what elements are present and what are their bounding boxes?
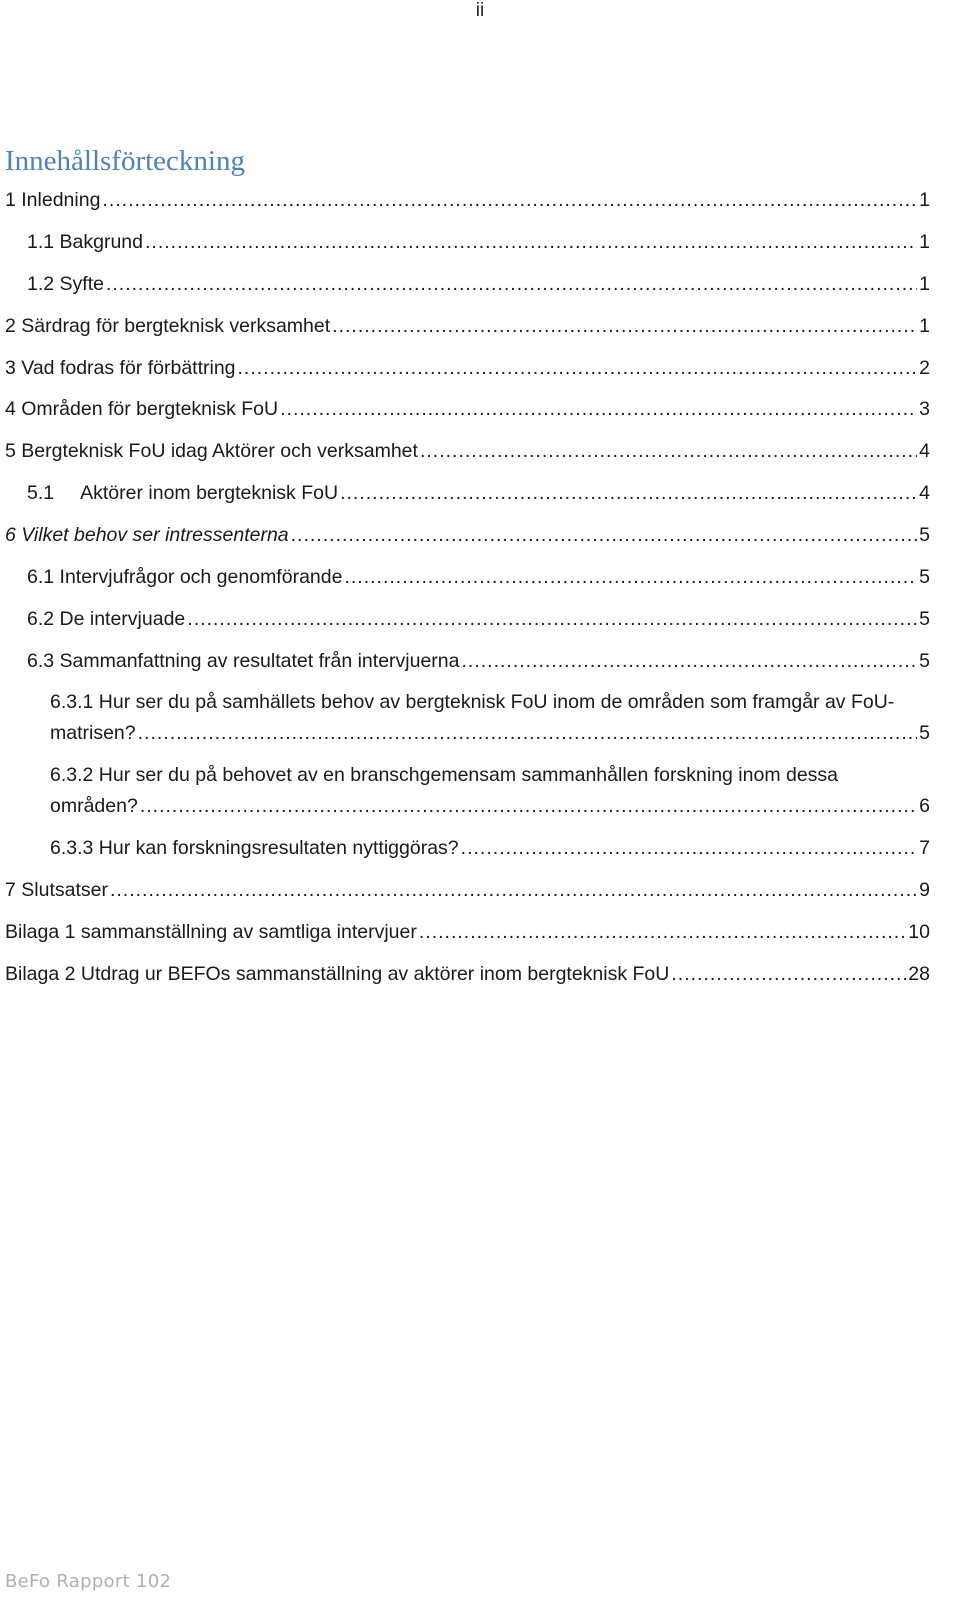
toc-entry-4[interactable] [5, 397, 930, 421]
toc-entry-page: 1 [919, 315, 930, 337]
dot-leader [145, 230, 917, 254]
toc-entry-page: 28 [908, 963, 930, 985]
dot-leader [238, 356, 918, 380]
toc-entry-6-1[interactable] [27, 565, 930, 589]
footer-report-label: BeFo Rapport 102 [5, 1571, 172, 1592]
dot-leader [340, 481, 917, 505]
toc-entry-page: 5 [919, 722, 930, 744]
toc-entry-text: 3 Vad fodras för förbättring [5, 357, 236, 379]
toc-entry-text: Bilaga 1 sammanställning av samtliga intervjuer [5, 921, 417, 943]
dot-leader [138, 721, 918, 745]
toc-entry-page: 1 [919, 189, 930, 211]
toc-entry-text: områden? [50, 795, 138, 817]
dot-leader [102, 188, 917, 212]
toc-entry-7[interactable] [5, 878, 930, 902]
dot-leader [332, 314, 917, 338]
toc-title: Innehållsförteckning [5, 145, 245, 177]
toc-entry-text: 6.3 Sammanfattning av resultatet från intervjuerna [27, 650, 460, 672]
toc-entry-page: 5 [919, 566, 930, 588]
toc-entry-text: 5 Bergteknisk FoU idag Aktörer och verksamhet [5, 440, 418, 462]
toc-entry-6-3-2[interactable] [50, 794, 930, 818]
toc-entry-3[interactable] [5, 356, 930, 380]
toc-entry-text: 1 Inledning [5, 189, 101, 211]
toc-entry-text: 1.2 Syfte [27, 273, 104, 295]
toc-entry-text: 6.1 Intervjufrågor och genomförande [27, 566, 343, 588]
toc-entry-5[interactable] [5, 439, 930, 463]
toc-entry-text: 7 Slutsatser [5, 879, 108, 901]
toc-entry-page: 5 [919, 608, 930, 630]
toc-entry-page: 6 [919, 795, 930, 817]
toc-entry-1-2[interactable] [27, 272, 930, 296]
dot-leader [671, 962, 906, 986]
toc-entry-6-3-1[interactable] [50, 721, 930, 745]
dot-leader [420, 439, 917, 463]
toc-entry-page: 7 [919, 837, 930, 859]
dot-leader [344, 565, 917, 589]
toc-entry-text: 2 Särdrag för bergteknisk verksamhet [5, 315, 331, 337]
toc-entry-text: matrisen? [50, 722, 136, 744]
dot-leader [280, 397, 917, 421]
dot-leader [462, 649, 918, 673]
toc-entry-text: 6.3.3 Hur kan forskningsresultaten nyttiggöras? [50, 837, 459, 859]
dot-leader [110, 878, 917, 902]
toc-entry-text: 4 Områden för bergteknisk FoU [5, 398, 279, 420]
toc-entry-page: 5 [919, 524, 930, 546]
toc-entry-1-1[interactable] [27, 230, 930, 254]
toc-entry-text: 6 Vilket behov ser intressenterna [5, 524, 289, 546]
toc-entry-text: 1.1 Bakgrund [27, 231, 144, 253]
toc-entry-page: 10 [908, 921, 930, 943]
dot-leader [187, 607, 917, 631]
toc-entry-page: 3 [919, 398, 930, 420]
toc-entry-page: 9 [919, 879, 930, 901]
toc-entry-6-3-2-line1[interactable]: 6.3.2 Hur ser du på behovet av en branschgemensam sammanhållen forskning inom dessa [50, 764, 839, 786]
dot-leader [106, 272, 917, 296]
toc-entry-page: 5 [919, 650, 930, 672]
toc-entry-text: Bilaga 2 Utdrag ur BEFOs sammanställning av aktörer inom bergteknisk FoU [5, 963, 670, 985]
toc-entry-bilaga-2[interactable] [5, 962, 930, 986]
toc-entry-page: 1 [919, 273, 930, 295]
toc-entry-6-2[interactable] [27, 607, 930, 631]
toc-entry-6-3-1-line1[interactable]: 6.3.1 Hur ser du på samhällets behov av bergteknisk FoU inom de områden som framgår av FoU- [50, 691, 895, 713]
dot-leader [140, 794, 917, 818]
toc-entry-text: 5.1 Aktörer inom bergteknisk FoU [27, 482, 339, 504]
toc-entry-6[interactable] [5, 523, 930, 547]
toc-entry-6-3-3[interactable] [50, 836, 930, 860]
dot-leader [461, 836, 917, 860]
page-number: ii [475, 0, 485, 21]
toc-entry-page: 4 [919, 482, 930, 504]
toc-entry-6-3[interactable] [27, 649, 930, 673]
toc-entry-2[interactable] [5, 314, 930, 338]
toc-entry-text: 6.2 De intervjuade [27, 608, 186, 630]
toc-entry-page: 1 [919, 231, 930, 253]
toc-entry-page: 2 [919, 357, 930, 379]
toc-entry-1[interactable] [5, 188, 930, 212]
toc-entry-page: 4 [919, 440, 930, 462]
dot-leader [419, 920, 906, 944]
toc-entry-5-1[interactable] [27, 481, 930, 505]
toc-entry-bilaga-1[interactable] [5, 920, 930, 944]
dot-leader [291, 523, 918, 547]
